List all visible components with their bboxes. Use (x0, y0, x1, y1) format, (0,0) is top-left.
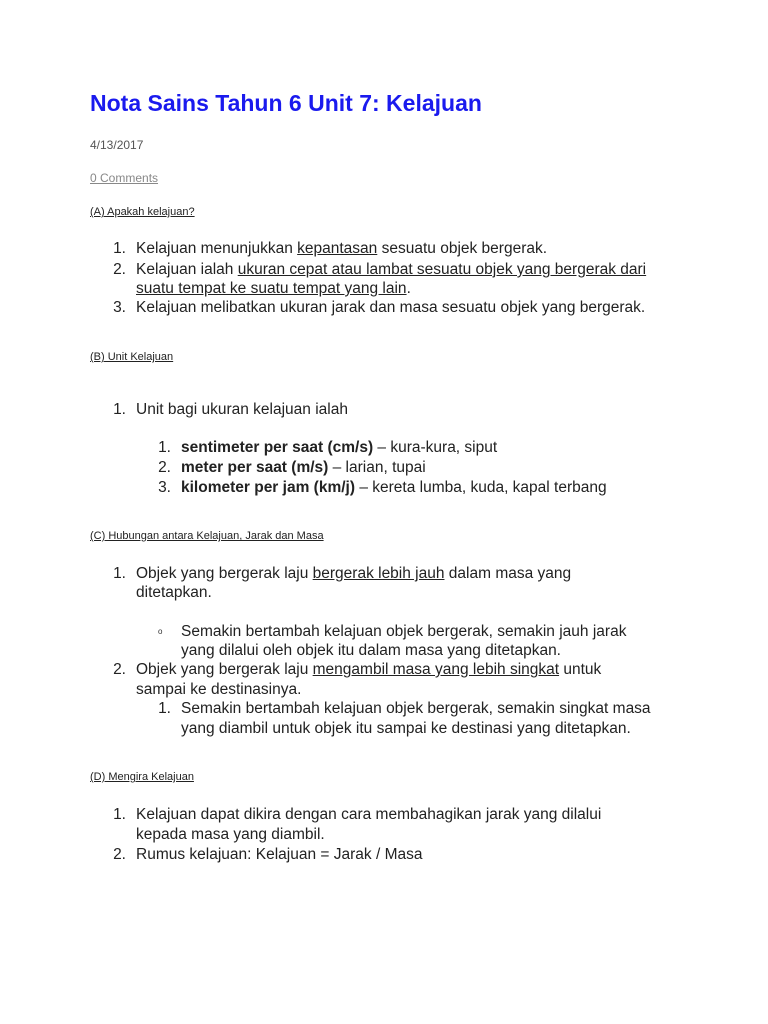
post-date: 4/13/2017 (90, 138, 144, 152)
sublist-number: 2. (158, 459, 171, 476)
list-number: 1. (113, 806, 126, 823)
list-item-continuation: kepada masa yang diambil. (136, 826, 325, 843)
sublist-item (181, 478, 607, 497)
bullet-item: Semakin bertambah kelajuan objek bergerak, semakin jauh jarak (181, 623, 627, 640)
unit-examples: – kura-kura, siput (373, 439, 498, 456)
list-item (136, 660, 601, 679)
page-title: Nota Sains Tahun 6 Unit 7: Kelajuan (90, 90, 482, 116)
section-heading-b: (B) Unit Kelajuan (90, 351, 174, 363)
list-item: Kelajuan dapat dikira dengan cara membahagikan jarak yang dilalui (136, 806, 602, 823)
item-text: . (406, 280, 411, 297)
item-text: Objek yang bergerak laju (136, 661, 313, 678)
sublist-number: 1. (158, 700, 171, 717)
list-number: 2. (113, 846, 126, 863)
item-text: Objek yang bergerak laju (136, 565, 313, 582)
list-number: 1. (113, 240, 126, 257)
item-text: sesuatu objek bergerak. (377, 240, 548, 257)
list-item: Unit bagi ukuran kelajuan ialah (136, 401, 348, 418)
sublist-item (181, 438, 497, 457)
list-item (136, 239, 547, 258)
unit-name: kilometer per jam (km/j) (181, 479, 356, 496)
underlined-term: mengambil masa yang lebih singkat (312, 661, 560, 678)
underlined-term: suatu tempat ke suatu tempat yang lain (136, 280, 407, 297)
unit-examples: – larian, tupai (328, 459, 426, 476)
unit-name: meter per saat (m/s) (181, 459, 329, 476)
sublist-item-continuation: yang diambil untuk objek itu sampai ke destinasi yang ditetapkan. (181, 720, 631, 737)
section-heading-c: (C) Hubungan antara Kelajuan, Jarak dan Masa (90, 530, 324, 542)
sublist-item (181, 458, 426, 477)
list-item (136, 260, 646, 279)
hollow-bullet-icon: o (158, 627, 163, 636)
section-heading-a: (A) Apakah kelajuan? (90, 206, 195, 218)
unit-name: sentimeter per saat (cm/s) (181, 439, 374, 456)
item-text: untuk (559, 661, 602, 678)
list-item: Kelajuan melibatkan ukuran jarak dan masa sesuatu objek yang bergerak. (136, 299, 646, 316)
sublist-item: Semakin bertambah kelajuan objek bergerak, semakin singkat masa (181, 700, 651, 717)
item-text: Kelajuan menunjukkan (136, 240, 298, 257)
underlined-term: ukuran cepat atau lambat sesuatu objek yang bergerak dari (237, 261, 647, 278)
list-item-continuation: sampai ke destinasinya. (136, 681, 302, 698)
list-item: Rumus kelajuan: Kelajuan = Jarak / Masa (136, 846, 423, 863)
list-item-continuation (136, 279, 411, 298)
list-item-continuation: ditetapkan. (136, 584, 212, 601)
bullet-item-continuation: yang dilalui oleh objek itu dalam masa yang ditetapkan. (181, 642, 561, 659)
item-text: dalam masa yang (444, 565, 572, 582)
section-heading-d: (D) Mengira Kelajuan (90, 771, 194, 783)
list-number: 1. (113, 401, 126, 418)
unit-examples: – kereta lumba, kuda, kapal terbang (355, 479, 607, 496)
sublist-number: 1. (158, 439, 171, 456)
list-item (136, 564, 571, 583)
list-number: 1. (113, 565, 126, 582)
list-number: 3. (113, 299, 126, 316)
item-text: Kelajuan ialah (136, 261, 238, 278)
underlined-term: kepantasan (297, 240, 378, 257)
list-number: 2. (113, 261, 126, 278)
underlined-term: bergerak lebih jauh (312, 565, 445, 582)
comments-link[interactable]: 0 Comments (90, 171, 159, 185)
list-number: 2. (113, 661, 126, 678)
sublist-number: 3. (158, 479, 171, 496)
